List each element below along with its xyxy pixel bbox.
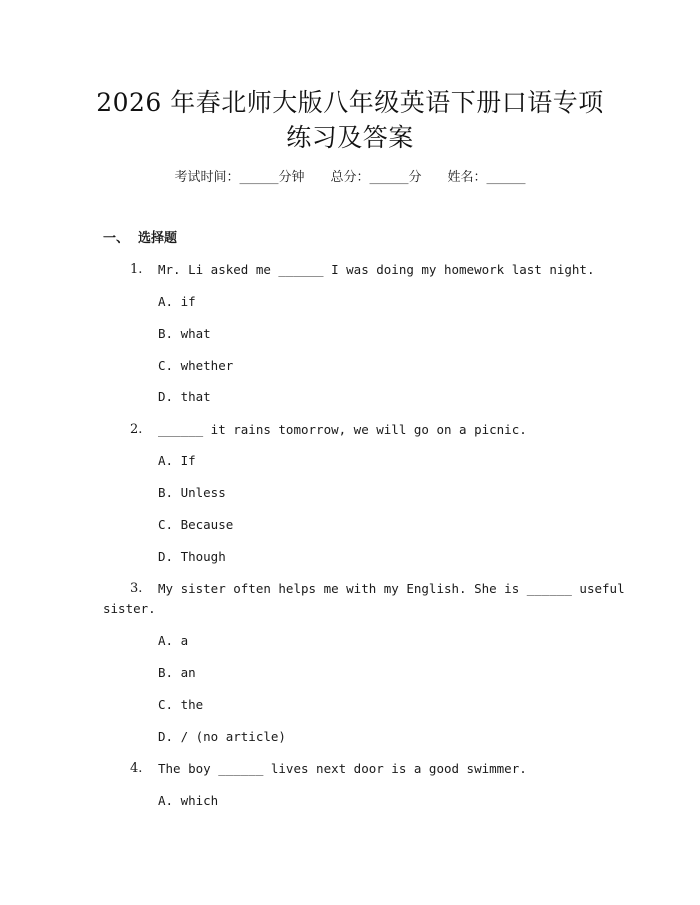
- answer-option: A. which: [158, 793, 219, 808]
- question-text: Mr. Li asked me ______ I was doing my homework last night.: [158, 262, 595, 277]
- answer-option: D. Though: [158, 549, 226, 564]
- question-number: 1.: [130, 262, 143, 277]
- answer-option: D. that: [158, 389, 211, 404]
- section-heading: 一、 选择题: [103, 231, 178, 246]
- answer-option: A. a: [158, 633, 189, 648]
- document-title-line-2: 练习及答案: [286, 123, 414, 152]
- question-text: The boy ______ lives next door is a good swimmer.: [158, 761, 527, 776]
- answer-option: C. Because: [158, 517, 234, 532]
- question-text: My sister often helps me with my English. She is ______ useful: [158, 581, 625, 596]
- answer-option: A. If: [158, 453, 196, 468]
- question-text: ______ it rains tomorrow, we will go on a picnic.: [158, 422, 527, 437]
- answer-option: A. if: [158, 294, 196, 309]
- answer-option: B. an: [158, 665, 196, 680]
- question-number: 2.: [130, 422, 143, 437]
- answer-option: B. what: [158, 326, 211, 341]
- answer-option: C. the: [158, 697, 204, 712]
- exam-meta: [0, 168, 700, 188]
- answer-option: C. whether: [158, 358, 234, 373]
- exam-time-field: 考试时间：______分钟: [174, 170, 305, 185]
- student-name-field: 姓名：______: [447, 170, 526, 185]
- question-number: 4.: [130, 761, 143, 776]
- question-number: 3.: [130, 581, 143, 596]
- answer-option: B. Unless: [158, 485, 226, 500]
- answer-option: D. / (no article): [158, 729, 286, 744]
- document-title-line-1: 2026 年春北师大版八年级英语下册口语专项: [96, 88, 604, 117]
- total-score-field: 总分：______分: [330, 170, 422, 185]
- question-text-continuation: sister.: [103, 601, 156, 616]
